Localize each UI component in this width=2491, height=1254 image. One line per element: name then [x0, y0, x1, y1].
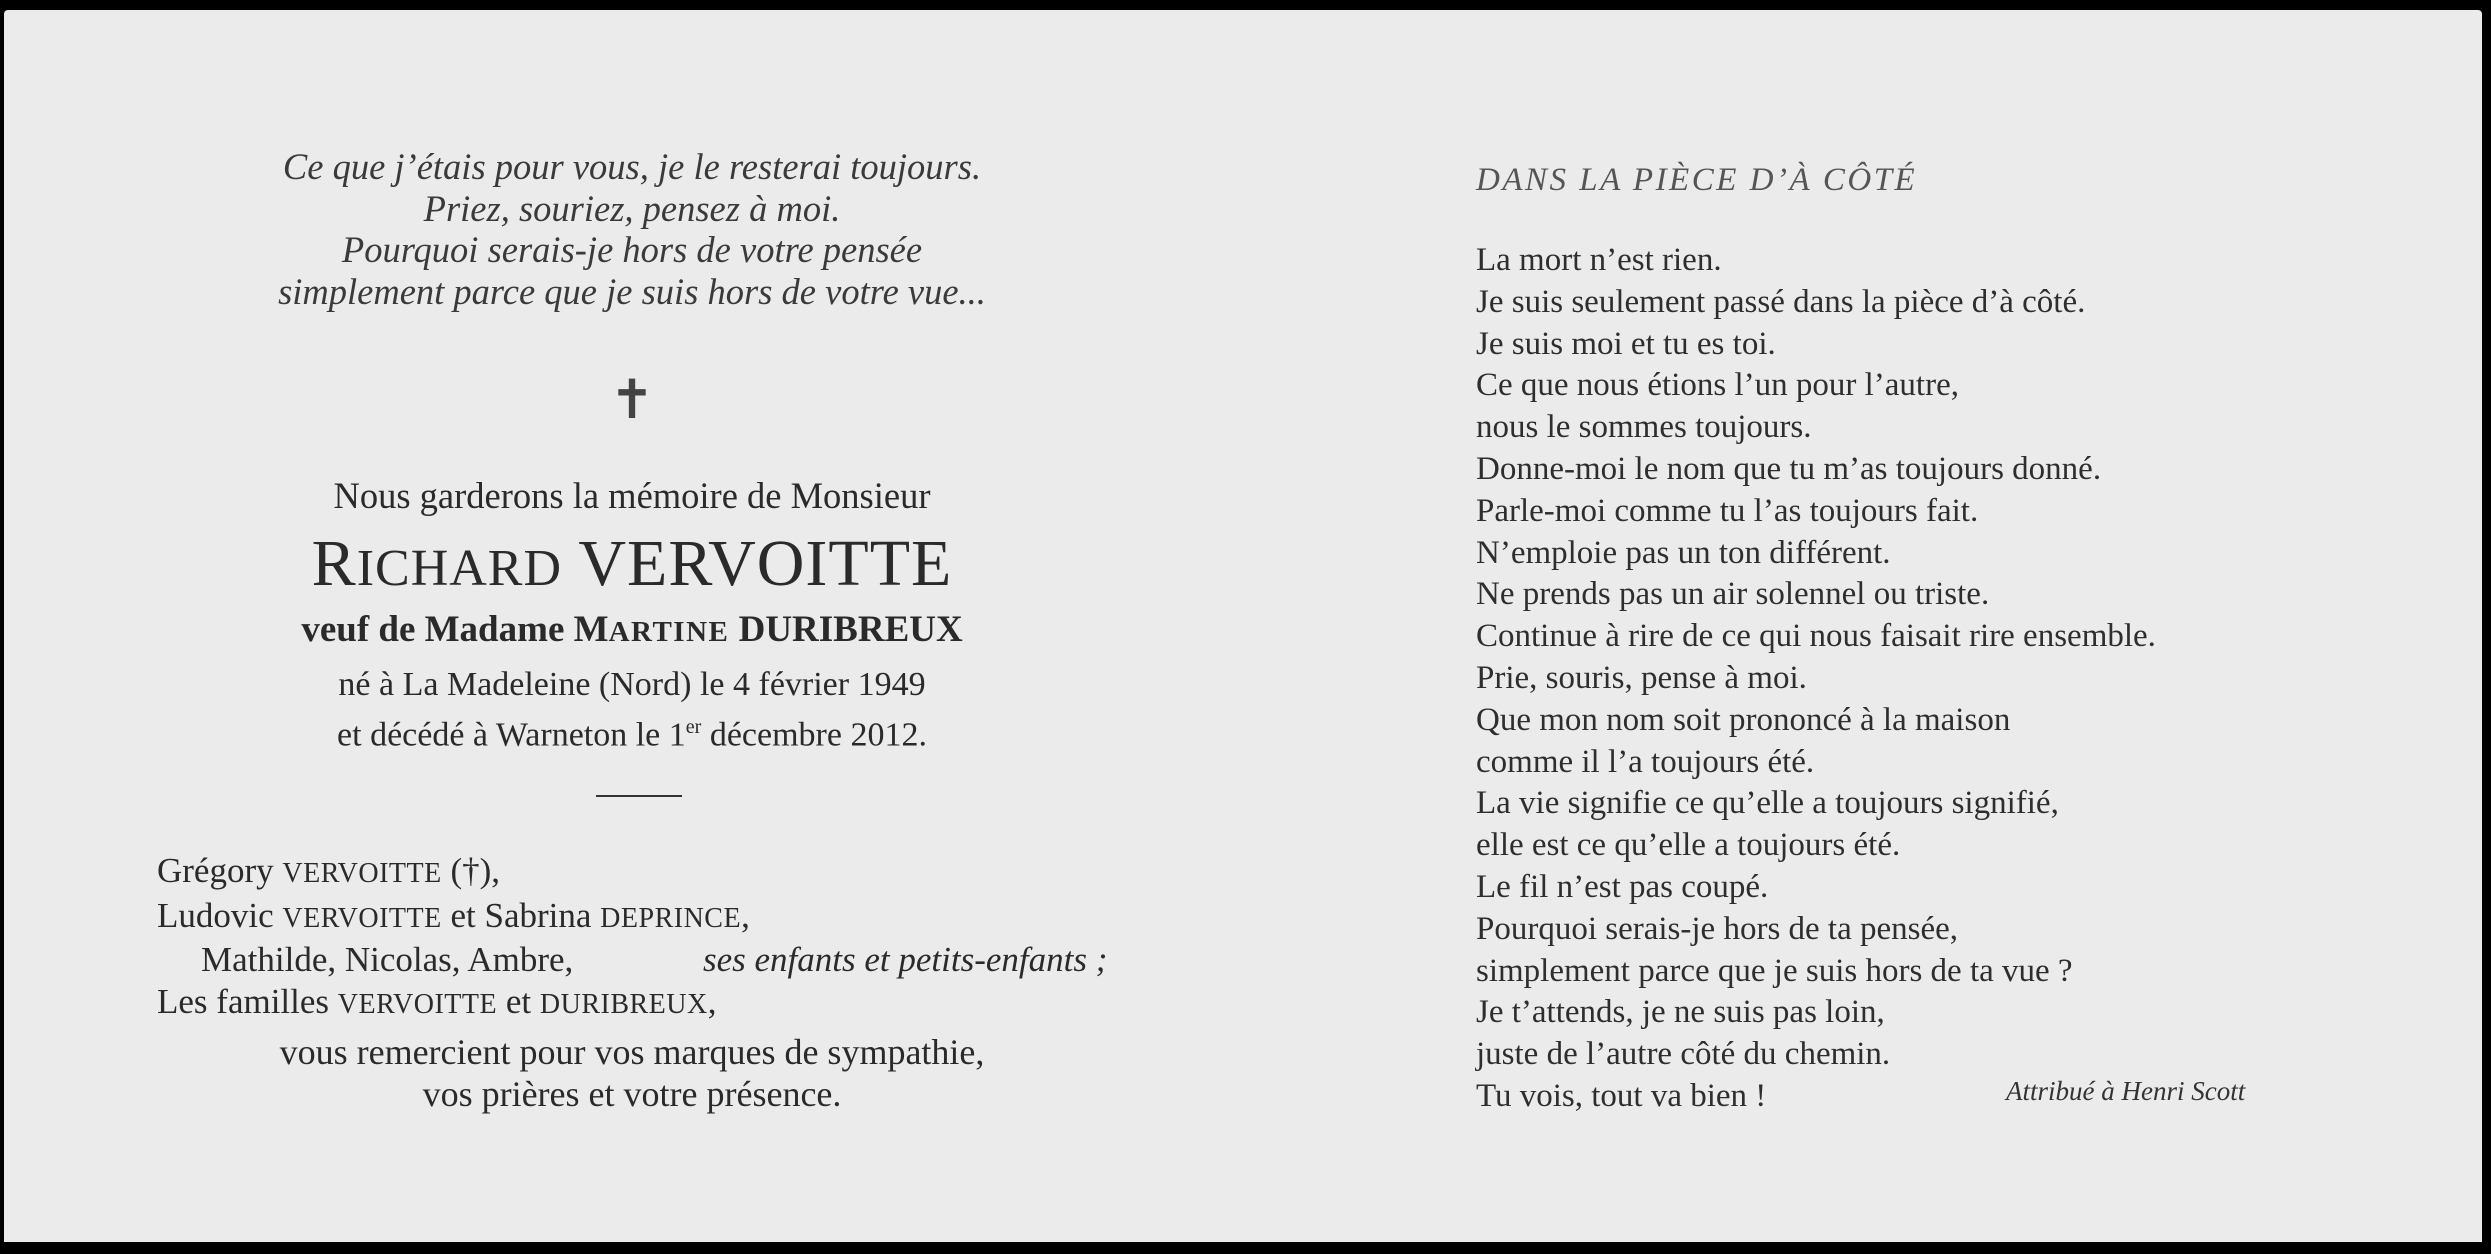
deceased-name: [4, 522, 1260, 611]
poem-line: La mort n’est rien.: [1476, 242, 1722, 278]
poem-line: Parle-moi comme tu l’as toujours fait.: [1476, 492, 1979, 529]
opening-quote: [4, 146, 1260, 312]
poem-line: Donne-moi le nom que tu m’as toujours donné.: [1476, 450, 2102, 487]
thanks-message: [4, 1031, 1260, 1115]
family-line: [157, 895, 750, 940]
left-page: [4, 10, 1254, 1242]
memorial-intro: Nous garderons la mémoire de Monsieur: [333, 475, 931, 516]
family-text: Ludovic: [157, 895, 283, 935]
poem-line: Continue à rire de ce qui nous faisait rire ensemble.: [1476, 618, 2156, 655]
poem-line: nous le sommes toujours.: [1476, 409, 1812, 446]
quote-line: simplement parce que je suis hors de votre vue...: [278, 270, 986, 312]
death-line-part: décembre 2012.: [701, 716, 927, 754]
first-name-initial: R: [311, 527, 357, 600]
poem-line: comme il l’a toujours été.: [1476, 743, 1815, 780]
family-surname: DURIBREUX: [539, 988, 708, 1020]
family-text: ,: [707, 981, 717, 1021]
poem-line: Je suis moi et tu es toi.: [1476, 325, 1776, 362]
birth-line: né à La Madeleine (Nord) le 4 février 1949: [338, 666, 926, 703]
poem-line: N’emploie pas un ton différent.: [1476, 534, 1891, 571]
poem-line: Ce que nous étions l’un pour l’autre,: [1476, 367, 1959, 404]
birth-death-info: [4, 664, 1260, 756]
poem-line: juste de l’autre côté du chemin.: [1476, 1036, 1891, 1073]
spouse-initial: M: [573, 609, 609, 650]
death-line: [4, 706, 1260, 756]
family-surname: VERVOITTE: [337, 988, 498, 1020]
family-line: [157, 850, 750, 895]
thanks-line: vous remercient pour vos marques de sympathie,: [279, 1032, 985, 1072]
memorial-card: [4, 10, 2482, 1242]
poem-line: Ne prends pas un air solennel ou triste.: [1476, 576, 1990, 613]
poem-attribution: Attribué à Henri Scott: [2006, 1076, 2246, 1106]
family-text: ,: [741, 895, 750, 935]
family-line: [157, 981, 750, 1026]
right-page: [1254, 10, 2482, 1242]
last-name: VERVOITTE: [578, 527, 953, 600]
cross-icon: ✝: [609, 370, 655, 430]
spouse-first-rest: ARTINE: [608, 616, 730, 648]
family-surname: VERVOITTE: [282, 858, 442, 889]
death-line-part: et décédé à Warneton le 1: [337, 716, 686, 754]
thanks-line: vos prières et votre présence.: [422, 1074, 842, 1114]
poem-line: elle est ce qu’elle a toujours été.: [1476, 827, 1901, 864]
family-text: Les familles: [157, 981, 338, 1021]
widower-prefix: veuf de Madame: [301, 609, 565, 650]
poem-body: [1476, 240, 2156, 1118]
grandchildren-names: Mathilde, Nicolas, Ambre,: [201, 940, 574, 979]
poem-line: Je suis seulement passé dans la pièce d’à côté.: [1476, 283, 2086, 320]
poem-line: simplement parce que je suis hors de ta vue ?: [1476, 952, 2073, 989]
quote-line: Ce que j’étais pour vous, je le resterai toujours.: [282, 146, 982, 187]
first-name-rest: ICHARD: [356, 540, 563, 597]
family-text: (†),: [441, 851, 501, 890]
spouse-last-name: DURIBREUX: [738, 609, 963, 650]
section-divider: [596, 795, 682, 797]
poem-line: Prie, souris, pense à moi.: [1476, 659, 1807, 696]
poem-line: Que mon nom soit prononcé à la maison: [1476, 701, 2011, 738]
family-list: [157, 850, 1108, 1025]
family-surname: VERVOITTE: [282, 902, 442, 934]
poem-title: DANS LA PIÈCE D’À CÔTÉ: [1476, 162, 1918, 198]
poem-line: Le fil n’est pas coupé.: [1476, 868, 1769, 905]
poem-line: Je t’attends, je ne suis pas loin,: [1476, 994, 1885, 1031]
family-text: et: [497, 981, 540, 1021]
family-text: Grégory: [157, 851, 283, 890]
poem-line: Pourquoi serais-je hors de ta pensée,: [1476, 910, 1959, 947]
quote-line: Priez, souriez, pensez à moi.: [423, 187, 841, 229]
widower-of: [4, 606, 1260, 656]
poem-line: La vie signifie ce qu’elle a toujours signifié,: [1476, 785, 2059, 822]
poem-line: Tu vois, tout va bien !: [1476, 1077, 1767, 1114]
family-surname: DEPRINCE: [600, 902, 742, 934]
family-relation-note: ses enfants et petits-enfants ;: [703, 940, 1108, 979]
family-line: [157, 939, 1108, 981]
quote-line: Pourquoi serais-je hors de votre pensée: [341, 229, 923, 270]
ordinal-suffix: er: [685, 716, 702, 738]
family-text: et Sabrina: [441, 895, 601, 935]
